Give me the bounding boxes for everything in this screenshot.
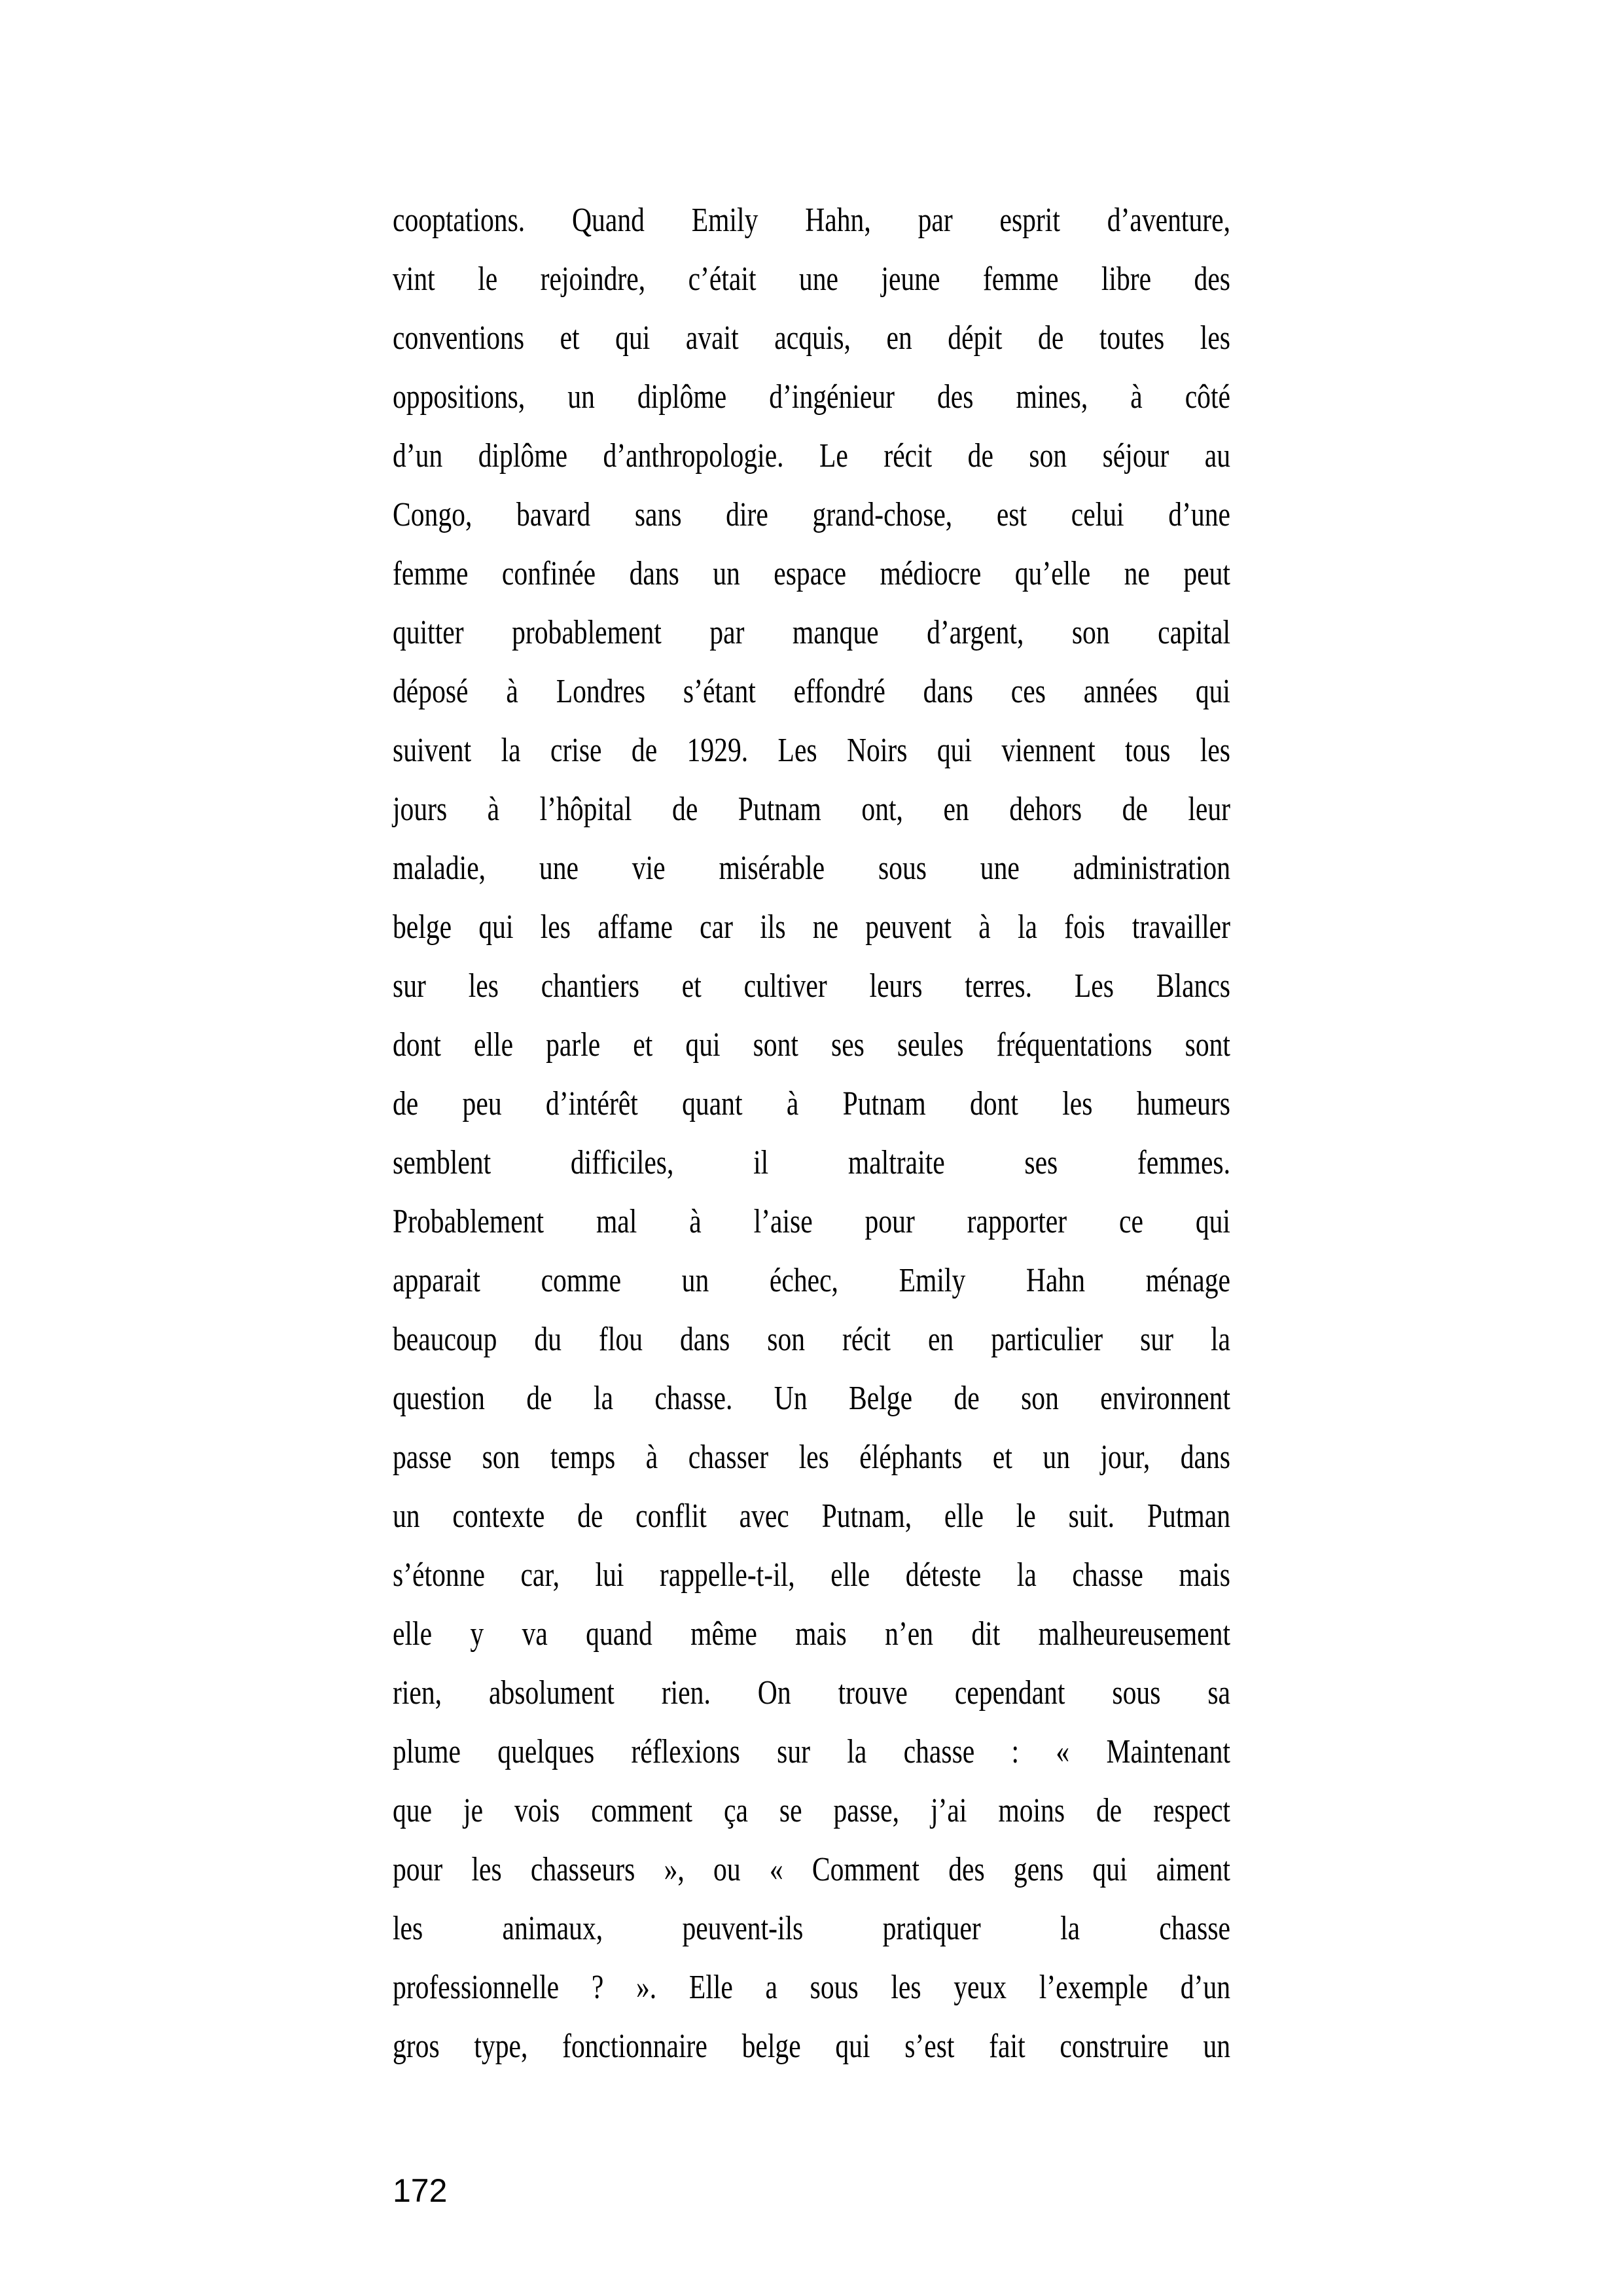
text-line: semblent difficiles, il maltraite ses femmes.	[393, 1144, 1230, 1181]
text-line: dont elle parle et qui sont ses seules fréquentations sont	[393, 1026, 1230, 1064]
text-line: Congo, bavard sans dire grand-chose, est celui d’une	[393, 496, 1230, 533]
text-line: de peu d’intérêt quant à Putnam dont les humeurs	[393, 1085, 1230, 1122]
body-text	[393, 191, 1230, 2076]
text-line: que je vois comment ça se passe, j’ai moins de respect	[393, 1792, 1230, 1829]
text-line: pour les chasseurs », ou « Comment des gens qui aiment	[393, 1851, 1230, 1888]
text-line: belge qui les affame car ils ne peuvent à la fois travailler	[393, 908, 1230, 946]
text-line: professionnelle ? ». Elle a sous les yeux l’exemple d’un	[393, 1969, 1230, 2006]
text-line: les animaux, peuvent-ils pratiquer la chasse	[393, 1910, 1230, 1947]
text-line: elle y va quand même mais n’en dit malheureusement	[393, 1615, 1230, 1653]
text-line: passe son temps à chasser les éléphants et un jour, dans	[393, 1439, 1230, 1476]
text-line: sur les chantiers et cultiver leurs terres. Les Blancs	[393, 967, 1230, 1005]
text-line: apparait comme un échec, Emily Hahn ménage	[393, 1262, 1230, 1299]
text-line: quitter probablement par manque d’argent, son capital	[393, 614, 1230, 651]
text-line: vint le rejoindre, c’était une jeune femme libre des	[393, 260, 1230, 298]
text-line: un contexte de conflit avec Putnam, elle le suit. Putman	[393, 1498, 1230, 1535]
text-line: maladie, une vie misérable sous une administration	[393, 850, 1230, 887]
text-line: question de la chasse. Un Belge de son environnent	[393, 1380, 1230, 1417]
text-line: rien, absolument rien. On trouve cependant sous sa	[393, 1674, 1230, 1712]
text-line: jours à l’hôpital de Putnam ont, en dehors de leur	[393, 791, 1230, 828]
text-line: plume quelques réflexions sur la chasse : « Maintenant	[393, 1733, 1230, 1770]
text-line: conventions et qui avait acquis, en dépit de toutes les	[393, 319, 1230, 357]
text-line: beaucoup du flou dans son récit en particulier sur la	[393, 1321, 1230, 1358]
text-line: suivent la crise de 1929. Les Noirs qui viennent tous les	[393, 732, 1230, 769]
text-line: Probablement mal à l’aise pour rapporter ce qui	[393, 1203, 1230, 1240]
text-line: déposé à Londres s’étant effondré dans ces années qui	[393, 673, 1230, 710]
text-line: s’étonne car, lui rappelle-t-il, elle déteste la chasse mais	[393, 1556, 1230, 1594]
text-line: cooptations. Quand Emily Hahn, par esprit d’aventure,	[393, 202, 1230, 239]
page-number: 172	[393, 2172, 448, 2209]
text-line: oppositions, un diplôme d’ingénieur des mines, à côté	[393, 378, 1230, 416]
text-line: gros type, fonctionnaire belge qui s’est fait construire un	[393, 2028, 1230, 2065]
text-line: femme confinée dans un espace médiocre qu’elle ne peut	[393, 555, 1230, 592]
text-line: d’un diplôme d’anthropologie. Le récit de son séjour au	[393, 437, 1230, 475]
